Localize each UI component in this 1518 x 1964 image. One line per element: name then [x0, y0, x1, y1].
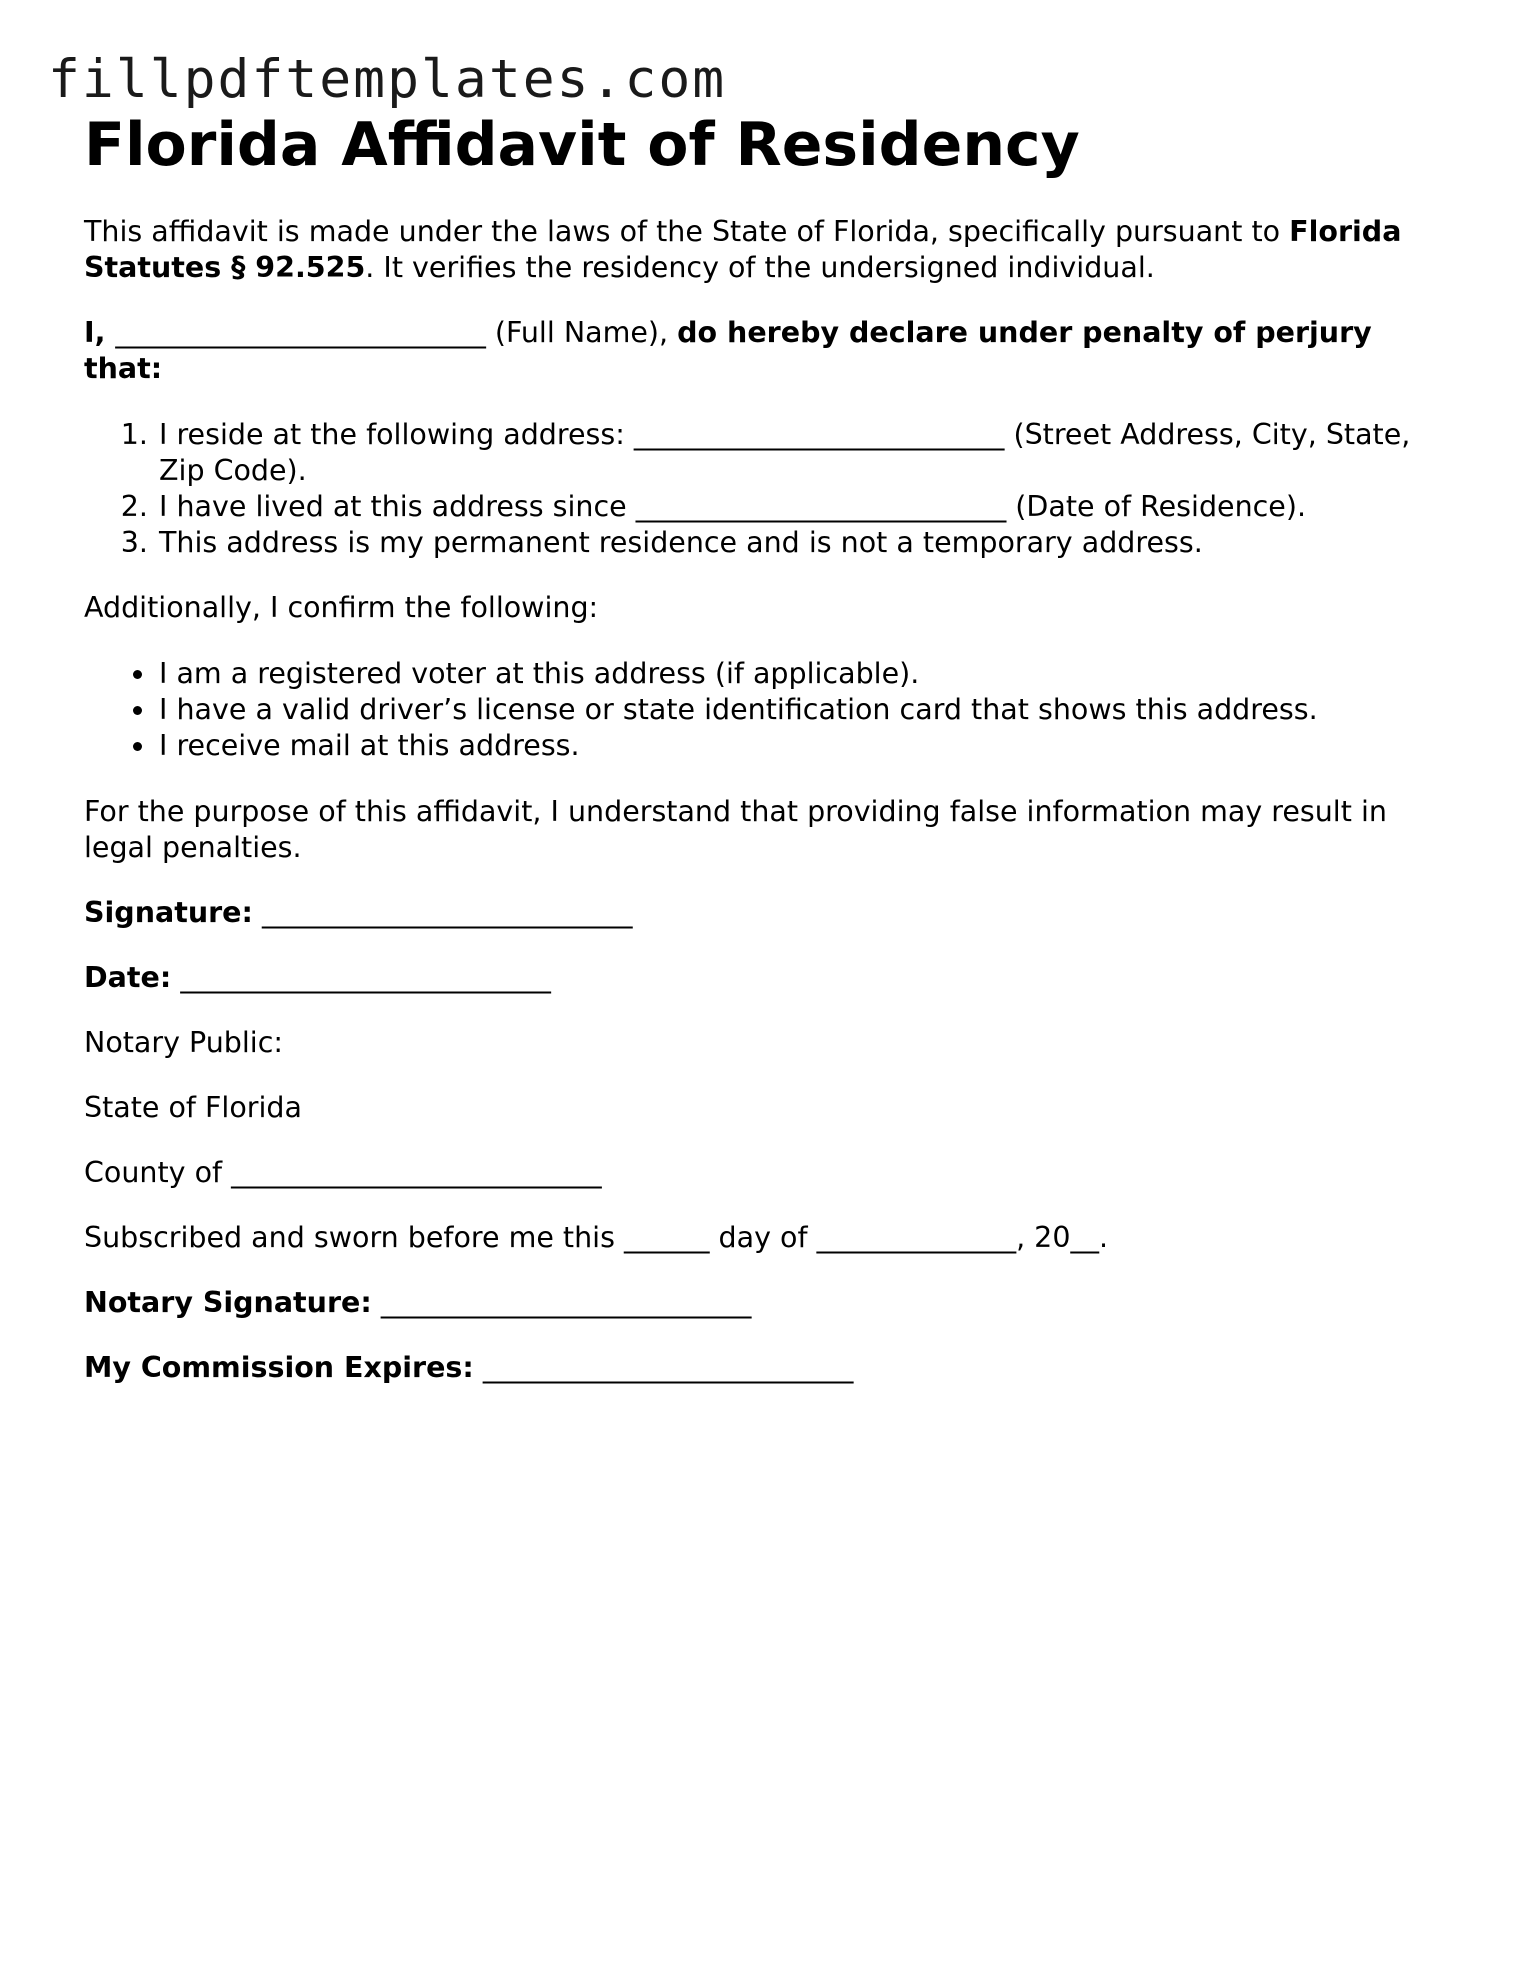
signature-field[interactable]: __________________________	[261, 896, 633, 929]
residence-date-field[interactable]: __________________________	[635, 490, 1007, 523]
year-field[interactable]: __	[1070, 1221, 1099, 1254]
fact-item	[157, 489, 1444, 525]
declaration-prefix: I,	[84, 316, 116, 349]
fact-text: This address is my permanent residence and is not a temporary address.	[159, 526, 1203, 559]
document-title: Florida Affidavit of Residency	[84, 110, 1080, 180]
notary-signature-label: Notary Signature:	[84, 1286, 372, 1319]
intro-text-before: This affidavit is made under the laws of the State of Florida, specifically pursuant to	[84, 215, 1290, 248]
subscribed-line	[84, 1220, 1444, 1256]
confirmation-item: • I receive mail at this address.	[157, 728, 1444, 764]
county-field[interactable]: __________________________	[231, 1156, 602, 1189]
subscribed-text: , 20	[1016, 1221, 1071, 1254]
purpose-paragraph: For the purpose of this affidavit, I understand that providing false information may result in legal penalties.	[84, 795, 1387, 864]
confirmation-item: • I have a valid driver’s license or state identification card that shows this address.	[157, 692, 1444, 728]
signature-line	[84, 895, 1444, 931]
residence-date-hint: (Date of Residence).	[1006, 490, 1307, 523]
day-field[interactable]: ______	[623, 1221, 710, 1254]
state-label: State of Florida	[84, 1091, 302, 1124]
additional-intro: Additionally, I confirm the following:	[84, 591, 599, 624]
declaration-paragraph	[84, 315, 1444, 387]
notary-signature-field[interactable]: __________________________	[380, 1286, 752, 1319]
subscribed-text: .	[1098, 1221, 1109, 1254]
county-line	[84, 1155, 1444, 1191]
county-label: County of	[84, 1156, 232, 1189]
fact-item	[157, 417, 1444, 489]
commission-label: My Commission Expires:	[84, 1351, 474, 1384]
intro-paragraph	[84, 214, 1444, 286]
full-name-hint: (Full Name),	[485, 316, 678, 349]
date-field[interactable]: __________________________	[180, 961, 551, 994]
facts-list	[84, 417, 1444, 561]
address-hint: (Street Address, City, State, Zip Code).	[159, 418, 1411, 487]
full-name-field[interactable]: __________________________	[115, 316, 486, 349]
confirmations-list	[84, 656, 1444, 764]
fact-text: I reside at the following address:	[159, 418, 634, 451]
address-field[interactable]: __________________________	[633, 418, 1005, 451]
affidavit-document	[84, 104, 1444, 1386]
date-line	[84, 960, 1444, 996]
commission-expiry-field[interactable]: __________________________	[482, 1351, 854, 1384]
subscribed-text: Subscribed and sworn before me this	[84, 1221, 624, 1254]
statute-reference: Florida Statutes § 92.525	[84, 215, 1402, 284]
intro-text-after: . It verifies the residency of the undersigned individual.	[365, 251, 1155, 284]
commission-line	[84, 1350, 1444, 1386]
month-field[interactable]: ______________	[816, 1221, 1017, 1254]
declaration-statement: do hereby declare under penalty of perjury that:	[84, 316, 1372, 385]
signature-label: Signature:	[84, 896, 253, 929]
date-label: Date:	[84, 961, 172, 994]
fact-item	[157, 525, 1444, 561]
watermark: fillpdftemplates.com	[48, 49, 727, 110]
subscribed-text: day of	[709, 1221, 817, 1254]
notary-signature-line	[84, 1285, 1444, 1321]
confirmation-item: • I am a registered voter at this address (if applicable).	[157, 656, 1444, 692]
fact-text: I have lived at this address since	[159, 490, 636, 523]
notary-public-label: Notary Public:	[84, 1026, 283, 1059]
